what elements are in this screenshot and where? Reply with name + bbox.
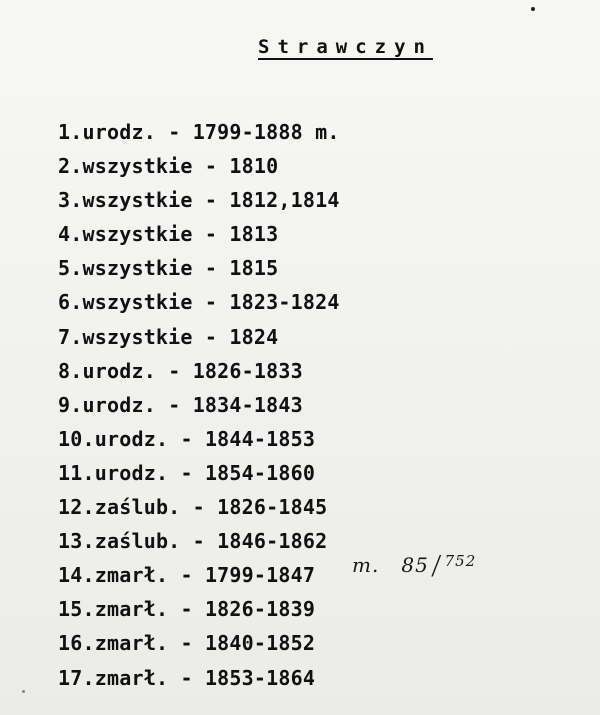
list-item: [58, 558, 558, 592]
list-item: [58, 183, 558, 217]
entry-type: wszystkie: [82, 290, 193, 315]
entry-separator: -: [180, 665, 193, 690]
entry-dates: 1840-1852: [204, 631, 316, 656]
entry-dates: 1799-1888 m.: [192, 120, 340, 144]
list-item: [58, 592, 558, 626]
entry-type: wszystkie: [82, 154, 193, 179]
entry-number: 10.: [58, 426, 95, 451]
entry-dates: 1826-1845: [217, 495, 328, 520]
entry-list: [58, 115, 558, 695]
list-item: [58, 661, 558, 695]
list-item: [58, 422, 558, 456]
entry-separator: -: [192, 529, 205, 554]
entry-dates: 1853-1864: [204, 665, 316, 690]
entry-separator: -: [168, 358, 181, 383]
entry-dates: 1813: [229, 222, 279, 247]
entry-type: urodz.: [82, 120, 156, 144]
handwritten-left-number: 85: [401, 553, 429, 577]
entry-number: 4.: [58, 222, 83, 247]
list-item: [58, 251, 558, 285]
entry-separator: -: [204, 188, 218, 213]
entry-separator: -: [180, 460, 193, 485]
entry-type: zmarł.: [94, 563, 169, 588]
entry-separator: -: [180, 563, 193, 588]
entry-type: wszystkie: [82, 324, 193, 349]
entry-type: urodz.: [94, 460, 169, 485]
entry-type: urodz.: [94, 426, 169, 451]
handwritten-prefix: m.: [352, 553, 380, 577]
entry-dates: 1815: [229, 256, 279, 281]
list-item: [58, 524, 558, 558]
entry-dates: 1834-1843: [192, 392, 303, 417]
ink-speck: [22, 690, 25, 693]
entry-type: zaślub.: [94, 495, 181, 520]
document-title: Strawczyn: [258, 36, 433, 58]
list-item: [58, 456, 558, 490]
entry-separator: -: [204, 222, 218, 247]
entry-dates: 1824: [229, 324, 279, 349]
entry-number: 17.: [58, 665, 95, 690]
entry-separator: -: [204, 256, 218, 281]
entry-dates: 1826-1839: [204, 597, 316, 622]
entry-type: zmarł.: [94, 631, 169, 656]
handwritten-note: [352, 549, 477, 581]
entry-dates: 1812,1814: [229, 188, 340, 213]
entry-number: 15.: [58, 597, 95, 622]
entry-separator: -: [168, 392, 181, 417]
entry-number: 2.: [58, 154, 83, 179]
entry-separator: -: [192, 495, 205, 520]
entry-separator: -: [204, 154, 218, 179]
entry-separator: -: [204, 324, 218, 349]
list-item: [58, 626, 558, 660]
entry-type: zaślub.: [94, 529, 181, 554]
entry-number: 3.: [58, 188, 83, 213]
list-item: [58, 149, 558, 183]
entry-dates: 1823-1824: [229, 290, 340, 315]
list-item: [58, 320, 558, 354]
entry-number: 6.: [58, 290, 83, 315]
handwritten-right-number: 752: [444, 552, 477, 570]
entry-dates: 1810: [229, 154, 279, 179]
entry-dates: 1846-1862: [217, 529, 328, 554]
list-item: [58, 217, 558, 251]
list-item: [58, 285, 558, 319]
list-item: [58, 388, 558, 422]
ink-speck: [531, 7, 535, 11]
entry-type: zmarł.: [94, 597, 169, 622]
list-item: [58, 354, 558, 388]
entry-separator: -: [168, 120, 181, 144]
entry-number: 5.: [58, 256, 83, 281]
entry-type: urodz.: [82, 392, 156, 417]
entry-dates: 1844-1853: [204, 426, 316, 451]
entry-dates: 1799-1847: [204, 563, 316, 588]
entry-separator: -: [204, 290, 218, 315]
entry-number: 1.: [58, 120, 83, 144]
entry-type: urodz.: [82, 358, 156, 383]
entry-number: 7.: [58, 324, 83, 349]
entry-number: 11.: [58, 460, 95, 485]
slash-mark: /: [432, 549, 441, 581]
entry-number: 9.: [58, 392, 83, 417]
entry-separator: -: [180, 631, 193, 656]
entry-separator: -: [180, 426, 193, 451]
entry-number: 14.: [58, 563, 95, 588]
entry-dates: 1854-1860: [204, 460, 316, 485]
entry-number: 8.: [58, 358, 83, 383]
entry-number: 16.: [58, 631, 95, 656]
entry-number: 13.: [58, 529, 95, 554]
entry-type: zmarł.: [94, 665, 169, 690]
entry-separator: -: [180, 597, 193, 622]
entry-number: 12.: [58, 495, 95, 520]
entry-type: wszystkie: [82, 256, 193, 281]
entry-type: wszystkie: [82, 188, 193, 213]
entry-type: wszystkie: [82, 222, 193, 247]
list-item: [58, 490, 558, 524]
list-item: [58, 115, 558, 149]
entry-dates: 1826-1833: [192, 358, 303, 383]
